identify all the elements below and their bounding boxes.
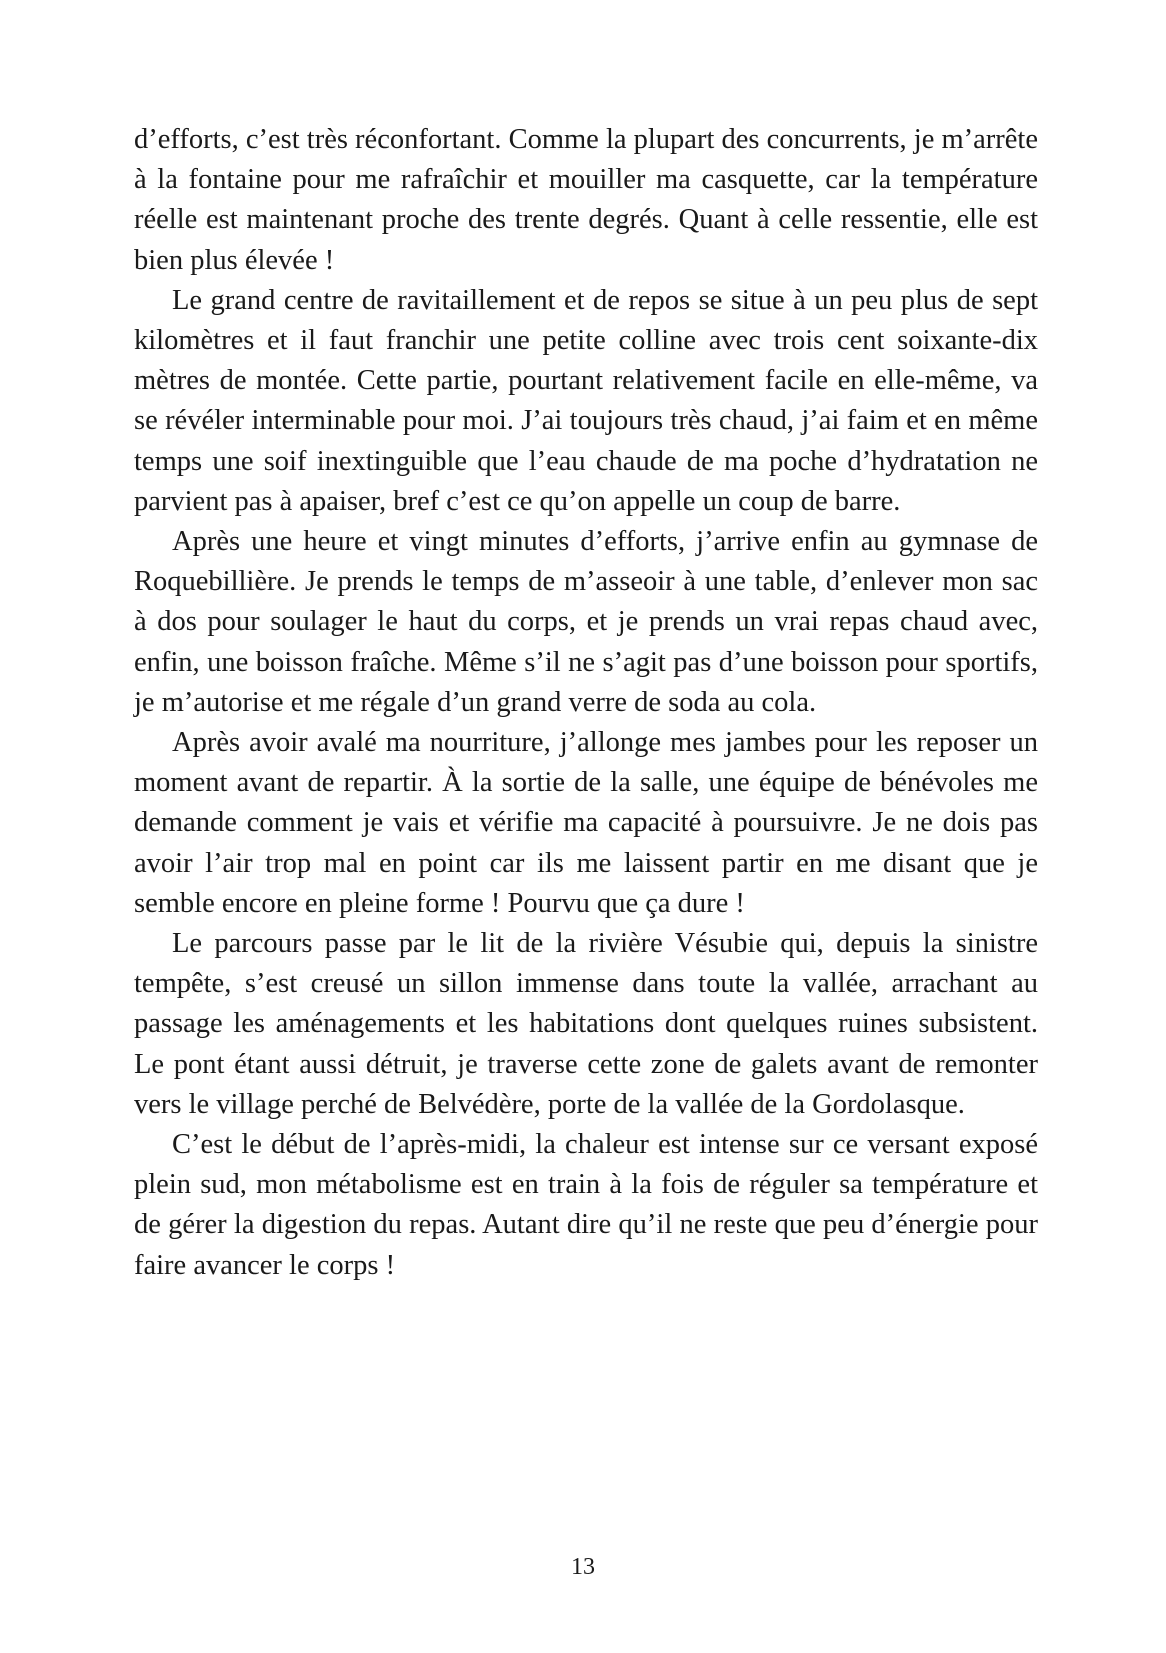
paragraph: d’efforts, c’est très réconfortant. Comme la plupart des concurrents, je m’arrête à la fontaine pour me rafraîchir et mouiller ma casquette, car la température réelle est maintenant proche des trente degrés. Quant à celle ressentie, elle est bien plus élevée ! (134, 124, 1038, 276)
paragraph: Après une heure et vingt minutes d’efforts, j’arrive enfin au gymnase de Roquebillière. Je prends le temps de m’asseoir à une table, d’enlever mon sac à dos pour soulager le haut du corps, et je prends un vrai repas chaud avec, enfin, une boisson fraîche. Même s’il ne s’agit pas d’une boisson pour sportifs, je m’autorise et me régale d’un grand verre de soda au cola. (134, 526, 1038, 718)
page-number: 13 (571, 1554, 595, 1580)
paragraph: C’est le début de l’après-midi, la chaleur est intense sur ce versant exposé plein sud, mon métabolisme est en train à la fois de réguler sa température et de gérer la digestion du repas. Autant dire qu’il ne reste que peu d’énergie pour faire avancer le corps ! (134, 1129, 1038, 1281)
paragraph: Le grand centre de ravitaillement et de repos se situe à un peu plus de sept kilomètres et il faut franchir une petite colline avec trois cent soixante-dix mètres de montée. Cette partie, pourtant relativement facile en elle-même, va se révéler interminable pour moi. J’ai toujours très chaud, j’ai faim et en même temps une soif inextinguible que l’eau chaude de ma poche d’hydratation ne parvient pas à apaiser, bref c’est ce qu’on appelle un coup de barre. (134, 284, 1038, 517)
page-body (134, 120, 1038, 1286)
paragraph: Le parcours passe par le lit de la rivière Vésubie qui, depuis la sinistre tempête, s’est creusé un sillon immense dans toute la vallée, arrachant au passage les aménagements et les habitations dont quelques ruines subsistent. Le pont étant aussi détruit, je traverse cette zone de galets avant de remonter vers le village perché de Belvédère, porte de la vallée de la Gordolasque. (134, 928, 1038, 1120)
paragraph: Après avoir avalé ma nourriture, j’allonge mes jambes pour les reposer un moment avant de repartir. À la sortie de la salle, une équipe de bénévoles me demande comment je vais et vérifie ma capacité à poursuivre. Je ne dois pas avoir l’air trop mal en point car ils me laissent partir en me disant que je semble encore en pleine forme ! Pourvu que ça dure ! (134, 727, 1038, 919)
